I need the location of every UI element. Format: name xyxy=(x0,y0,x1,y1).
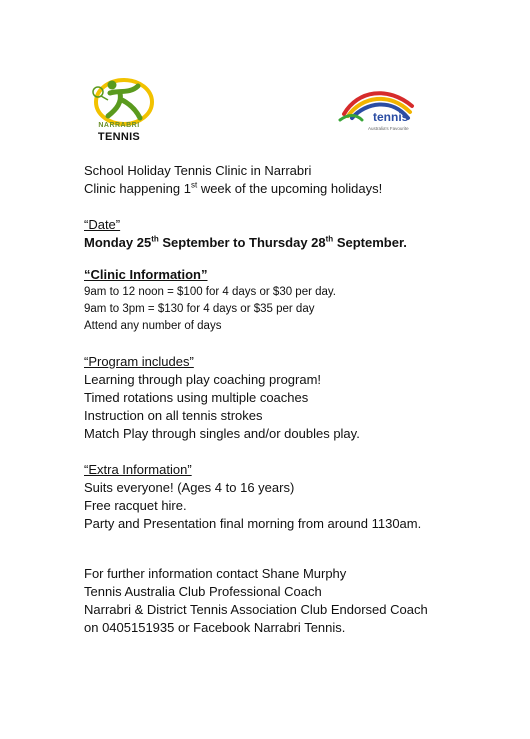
program-line: Learning through play coaching program! xyxy=(84,372,322,387)
extra-line: Suits everyone! (Ages 4 to 16 years) xyxy=(84,480,295,495)
flyer-title: School Holiday Tennis Clinic in Narrabri xyxy=(84,163,312,178)
date-heading: “Date” xyxy=(84,217,121,232)
program-line: Timed rotations using multiple coaches xyxy=(84,390,309,405)
contact-line: Tennis Australia Club Professional Coach xyxy=(84,584,322,599)
tennis-australia-tagline: Australia's Favourite xyxy=(368,126,409,131)
tennis-australia-logo xyxy=(338,84,424,140)
program-line: Match Play through singles and/or doubles play. xyxy=(84,426,360,441)
tennis-player-icon xyxy=(84,76,164,126)
logo-narrabri-text: NARRABRI xyxy=(98,122,140,129)
program-line: Instruction on all tennis strokes xyxy=(84,408,263,423)
contact-line: Narrabri & District Tennis Association Club Endorsed Coach xyxy=(84,602,428,617)
narrabri-tennis-logo xyxy=(84,76,164,150)
program-heading: “Program includes” xyxy=(84,354,194,369)
clinic-line: 9am to 12 noon = $100 for 4 days or $30 per day. xyxy=(84,286,337,298)
date-range: Monday 25th September to Thursday 28th September. xyxy=(84,234,407,250)
contact-line: For further information contact Shane Murphy xyxy=(84,566,347,581)
tennis-australia-wordmark: tennis xyxy=(373,110,409,124)
extra-line: Free racquet hire. xyxy=(84,498,187,513)
clinic-heading: “Clinic Information” xyxy=(84,267,208,282)
flyer-subtitle: Clinic happening 1st week of the upcoming holidays! xyxy=(84,180,383,196)
flyer-content xyxy=(84,162,504,637)
extra-line: Party and Presentation final morning from around 1130am. xyxy=(84,516,422,531)
clinic-line: Attend any number of days xyxy=(84,320,222,332)
extra-heading: “Extra Information” xyxy=(84,462,192,477)
contact-line: on 0405151935 or Facebook Narrabri Tennis. xyxy=(84,620,346,635)
clinic-line: 9am to 3pm = $130 for 4 days or $35 per day xyxy=(84,303,315,315)
logo-tennis-text: TENNIS xyxy=(97,131,141,143)
